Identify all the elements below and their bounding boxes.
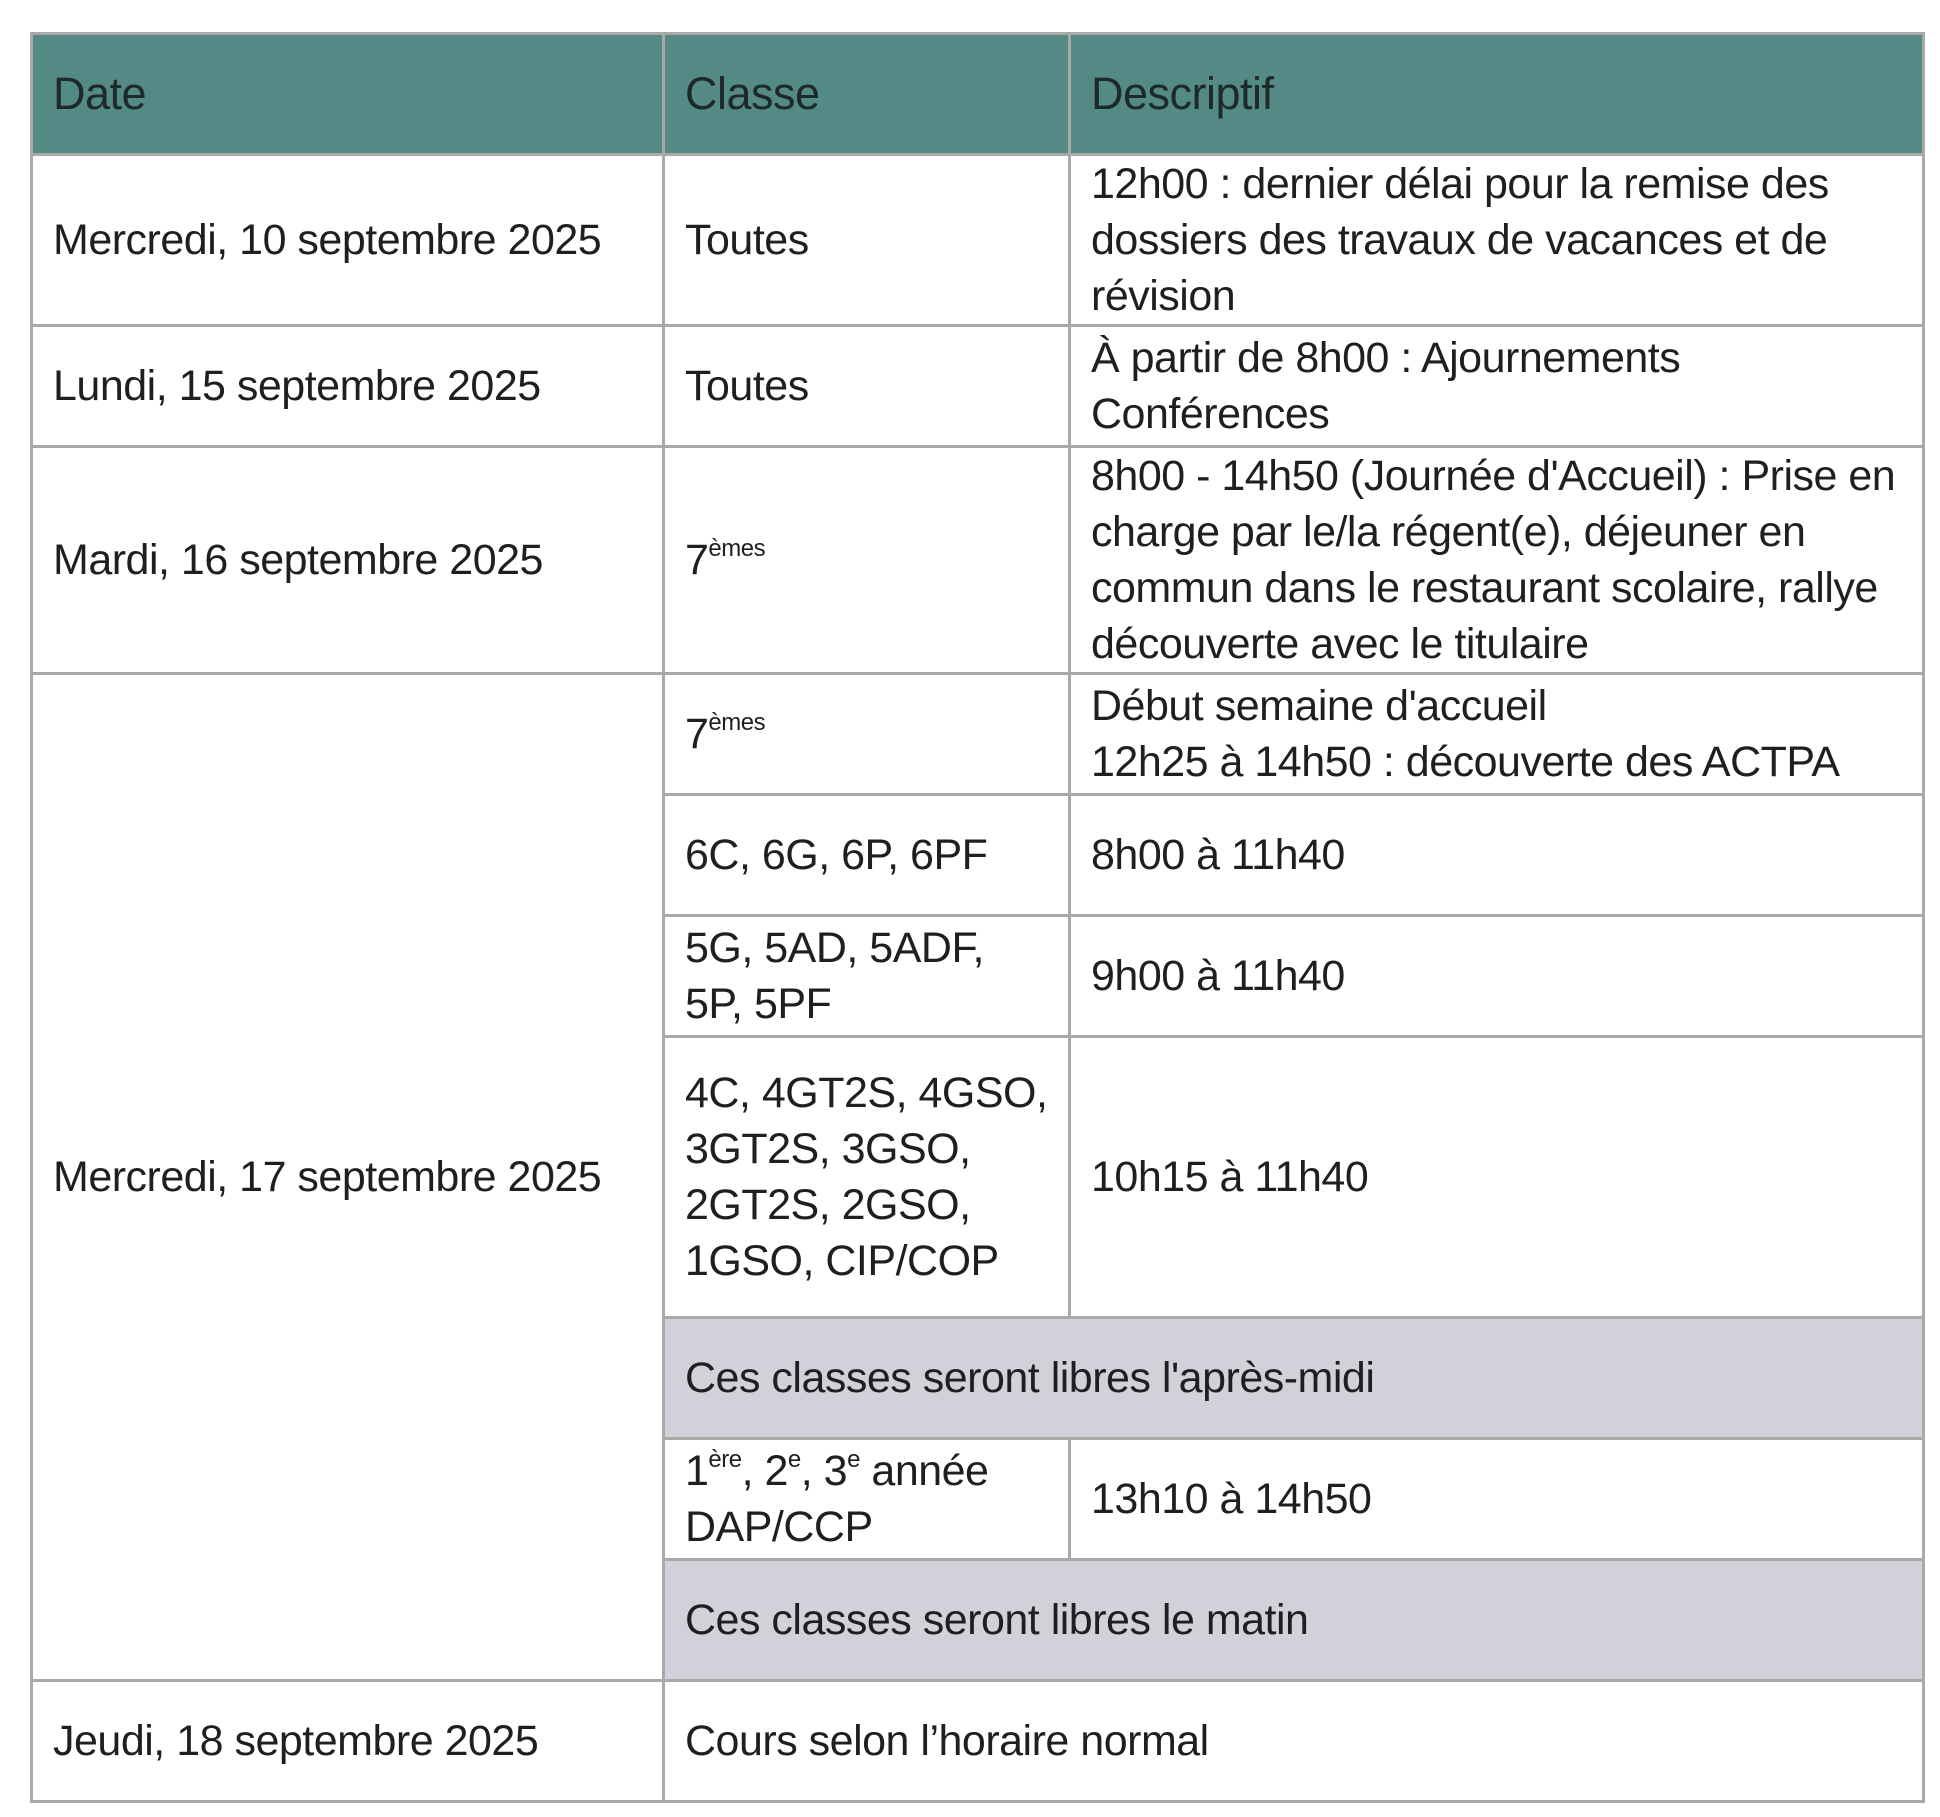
classe-number: 7 xyxy=(685,536,709,584)
classe-superscript: ère xyxy=(708,1446,742,1473)
classe-cell xyxy=(664,1439,1070,1560)
note-cell: Ces classes seront libres le matin xyxy=(664,1560,1924,1681)
schedule-table xyxy=(30,32,1925,1803)
header-row xyxy=(32,34,1924,155)
classe-cell xyxy=(664,674,1070,795)
descriptif-cell xyxy=(1070,674,1924,795)
date-cell: Mercredi, 10 septembre 2025 xyxy=(32,155,664,326)
note-cell: Ces classes seront libres l'après-midi xyxy=(664,1318,1924,1439)
descriptif-cell: 12h00 : dernier délai pour la remise des dossiers des travaux de vacances et de révision xyxy=(1070,155,1924,326)
classe-cell: 4C, 4GT2S, 4GSO, 3GT2S, 3GSO, 2GT2S, 2GSO, 1GSO, CIP/COP xyxy=(664,1037,1070,1318)
descriptif-line: Début semaine d'accueil xyxy=(1091,682,1547,730)
classe-cell: Toutes xyxy=(664,326,1070,447)
classe-text: , 3 xyxy=(800,1447,848,1495)
classe-cell: 5G, 5AD, 5ADF, 5P, 5PF xyxy=(664,916,1070,1037)
descriptif-cell: À partir de 8h00 : Ajournements Conférences xyxy=(1070,326,1924,447)
classe-superscript: èmes xyxy=(708,535,766,562)
classe-text: , 2 xyxy=(741,1447,788,1495)
table-row xyxy=(32,155,1924,326)
descriptif-cell: 10h15 à 11h40 xyxy=(1070,1037,1924,1318)
header-date: Date xyxy=(32,34,664,155)
table-row xyxy=(32,1681,1924,1802)
classe-superscript: èmes xyxy=(708,709,766,736)
classe-number: 7 xyxy=(685,710,709,758)
table-row xyxy=(32,674,1924,795)
descriptif-cell: 13h10 à 14h50 xyxy=(1070,1439,1924,1560)
classe-cell xyxy=(664,447,1070,674)
classe-cell: 6C, 6G, 6P, 6PF xyxy=(664,795,1070,916)
classe-superscript: e xyxy=(787,1446,801,1473)
classe-text: année DAP/CCP xyxy=(685,1447,989,1551)
date-cell: Mercredi, 17 septembre 2025 xyxy=(32,674,664,1681)
table-row xyxy=(32,326,1924,447)
header-classe: Classe xyxy=(664,34,1070,155)
classe-cell: Toutes xyxy=(664,155,1070,326)
table-row xyxy=(32,447,1924,674)
descriptif-cell: 9h00 à 11h40 xyxy=(1070,916,1924,1037)
descriptif-cell: Cours selon l’horaire normal xyxy=(664,1681,1924,1802)
descriptif-line: 12h25 à 14h50 : découverte des ACTPA xyxy=(1091,738,1840,786)
date-cell: Mardi, 16 septembre 2025 xyxy=(32,447,664,674)
date-cell: Jeudi, 18 septembre 2025 xyxy=(32,1681,664,1802)
descriptif-cell: 8h00 à 11h40 xyxy=(1070,795,1924,916)
header-descriptif: Descriptif xyxy=(1070,34,1924,155)
date-cell: Lundi, 15 septembre 2025 xyxy=(32,326,664,447)
classe-superscript: e xyxy=(847,1446,860,1473)
descriptif-cell: 8h00 - 14h50 (Journée d'Accueil) : Prise en charge par le/la régent(e), déjeuner en commun dans le restaurant scolaire, rallye découverte avec le titulaire xyxy=(1070,447,1924,674)
classe-text: 1 xyxy=(685,1447,709,1495)
